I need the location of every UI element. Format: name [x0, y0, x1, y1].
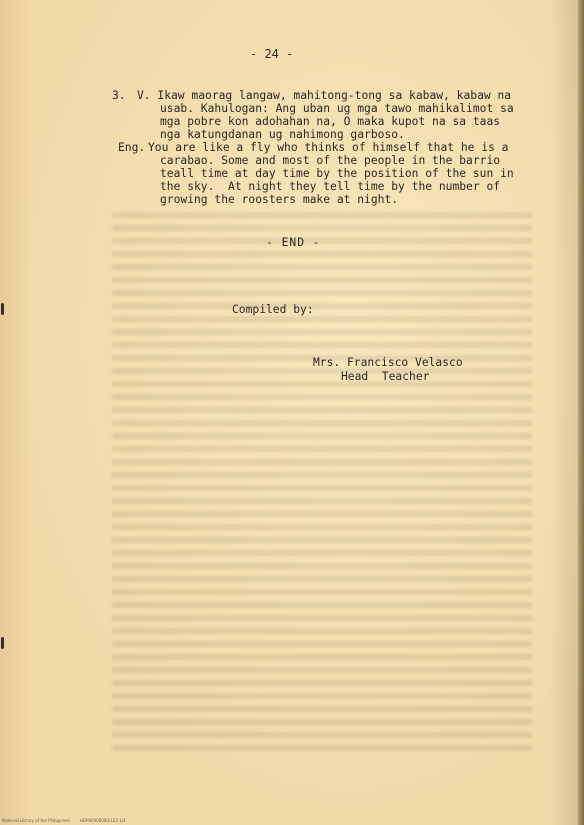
binding-hole-top — [1, 303, 4, 315]
bleed-through-text — [112, 212, 532, 757]
translation-label: Eng. — [118, 141, 146, 154]
translation-line: carabao. Some and most of the people in the barrio — [160, 154, 501, 167]
translation-line: You are like a fly who thinks of himself that he is a — [148, 141, 509, 154]
page-number: - 24 - — [250, 47, 294, 61]
proverb-line: usab. Kahulogan: Ang uban ug mga tawo mahikalimot sa — [160, 102, 514, 115]
proverb-line: nga katungdanan ug nahimong garboso. — [160, 128, 405, 141]
compiler-name: Mrs. Francisco Velasco — [313, 356, 463, 369]
footer-code: HDPS0000000/123 1/4 — [80, 818, 126, 823]
end-marker: - END - — [266, 236, 321, 249]
proverb-number: 3. — [112, 89, 126, 102]
proverb-line: mga pobre kon adohahan na, O maka kupot na sa taas — [160, 115, 501, 128]
proverb-line: V. Ikaw maorag langaw, mahitong-tong sa kabaw, kabaw na — [137, 89, 512, 102]
translation-line: the sky. At night they tell time by the number of — [160, 180, 501, 193]
compiler-title: Head Teacher — [341, 370, 430, 383]
compiled-by-label: Compiled by: — [232, 303, 314, 316]
translation-line: growing the roosters make at night. — [160, 193, 399, 206]
footer-source: National Library of the Philippines — [2, 818, 70, 823]
binding-hole-bottom — [1, 637, 4, 649]
translation-line: teall time at day time by the position of the sun in — [160, 167, 514, 180]
page-edge-shadow — [578, 0, 584, 825]
